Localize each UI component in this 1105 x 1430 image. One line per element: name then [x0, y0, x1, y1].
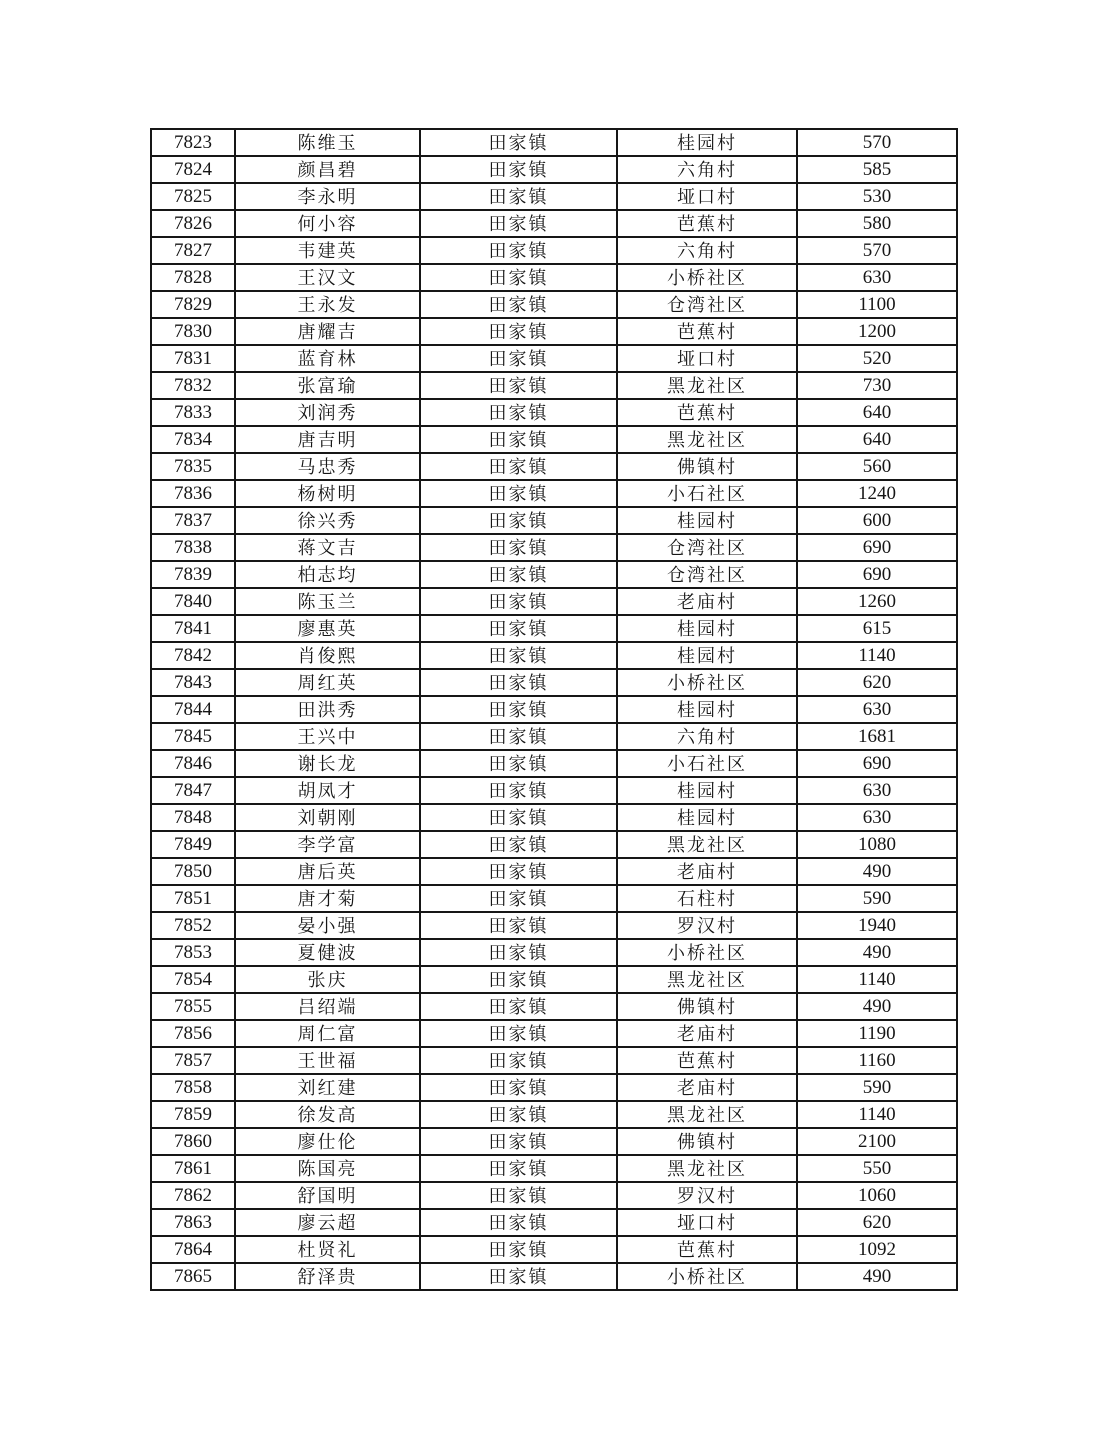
cell-town: 田家镇 [420, 237, 617, 264]
cell-name: 廖云超 [235, 1209, 420, 1236]
cell-id: 7829 [151, 291, 235, 318]
cell-town: 田家镇 [420, 1236, 617, 1263]
cell-id: 7844 [151, 696, 235, 723]
cell-village: 小桥社区 [617, 939, 797, 966]
cell-village: 老庙村 [617, 1074, 797, 1101]
cell-id: 7859 [151, 1101, 235, 1128]
cell-name: 廖仕伦 [235, 1128, 420, 1155]
cell-name: 蒋文吉 [235, 534, 420, 561]
cell-village: 芭蕉村 [617, 1236, 797, 1263]
table-row [151, 1263, 957, 1290]
cell-village: 桂园村 [617, 642, 797, 669]
cell-amount: 490 [797, 939, 957, 966]
cell-town: 田家镇 [420, 318, 617, 345]
cell-amount: 690 [797, 561, 957, 588]
table-row [151, 507, 957, 534]
cell-name: 周红英 [235, 669, 420, 696]
cell-id: 7835 [151, 453, 235, 480]
cell-village: 黑龙社区 [617, 1155, 797, 1182]
table-row [151, 669, 957, 696]
cell-name: 晏小强 [235, 912, 420, 939]
cell-amount: 620 [797, 1209, 957, 1236]
cell-amount: 600 [797, 507, 957, 534]
table-row [151, 561, 957, 588]
cell-amount: 550 [797, 1155, 957, 1182]
cell-village: 桂园村 [617, 777, 797, 804]
cell-amount: 1260 [797, 588, 957, 615]
cell-amount: 1240 [797, 480, 957, 507]
table-row [151, 966, 957, 993]
table-body [151, 129, 957, 1290]
cell-name: 王汉文 [235, 264, 420, 291]
table-row [151, 264, 957, 291]
cell-id: 7854 [151, 966, 235, 993]
cell-id: 7857 [151, 1047, 235, 1074]
cell-id: 7858 [151, 1074, 235, 1101]
cell-town: 田家镇 [420, 966, 617, 993]
cell-town: 田家镇 [420, 156, 617, 183]
cell-id: 7831 [151, 345, 235, 372]
cell-id: 7865 [151, 1263, 235, 1290]
cell-name: 马忠秀 [235, 453, 420, 480]
cell-town: 田家镇 [420, 1209, 617, 1236]
cell-id: 7826 [151, 210, 235, 237]
cell-name: 夏健波 [235, 939, 420, 966]
cell-amount: 570 [797, 237, 957, 264]
cell-town: 田家镇 [420, 453, 617, 480]
cell-village: 桂园村 [617, 804, 797, 831]
cell-name: 杨树明 [235, 480, 420, 507]
cell-amount: 630 [797, 264, 957, 291]
cell-amount: 1200 [797, 318, 957, 345]
cell-id: 7838 [151, 534, 235, 561]
cell-village: 小桥社区 [617, 669, 797, 696]
cell-id: 7862 [151, 1182, 235, 1209]
table-row [151, 129, 957, 156]
cell-id: 7825 [151, 183, 235, 210]
cell-name: 徐发高 [235, 1101, 420, 1128]
cell-name: 唐后英 [235, 858, 420, 885]
cell-town: 田家镇 [420, 561, 617, 588]
table-row [151, 777, 957, 804]
cell-amount: 490 [797, 993, 957, 1020]
cell-amount: 1060 [797, 1182, 957, 1209]
cell-village: 佛镇村 [617, 453, 797, 480]
table-row [151, 642, 957, 669]
cell-town: 田家镇 [420, 534, 617, 561]
cell-name: 韦建英 [235, 237, 420, 264]
cell-amount: 530 [797, 183, 957, 210]
table-row [151, 156, 957, 183]
cell-amount: 730 [797, 372, 957, 399]
cell-village: 桂园村 [617, 615, 797, 642]
cell-town: 田家镇 [420, 804, 617, 831]
cell-village: 黑龙社区 [617, 372, 797, 399]
cell-village: 芭蕉村 [617, 1047, 797, 1074]
data-table [150, 128, 958, 1291]
cell-name: 李学富 [235, 831, 420, 858]
cell-village: 芭蕉村 [617, 399, 797, 426]
cell-amount: 690 [797, 534, 957, 561]
cell-amount: 560 [797, 453, 957, 480]
cell-id: 7827 [151, 237, 235, 264]
cell-name: 刘朝刚 [235, 804, 420, 831]
cell-village: 桂园村 [617, 507, 797, 534]
cell-amount: 590 [797, 1074, 957, 1101]
cell-id: 7845 [151, 723, 235, 750]
cell-village: 石柱村 [617, 885, 797, 912]
table-row [151, 345, 957, 372]
table-row [151, 750, 957, 777]
table-row [151, 1128, 957, 1155]
cell-amount: 1080 [797, 831, 957, 858]
cell-id: 7842 [151, 642, 235, 669]
cell-amount: 630 [797, 777, 957, 804]
cell-name: 徐兴秀 [235, 507, 420, 534]
table-row [151, 831, 957, 858]
cell-town: 田家镇 [420, 615, 617, 642]
cell-id: 7836 [151, 480, 235, 507]
cell-name: 柏志均 [235, 561, 420, 588]
cell-id: 7834 [151, 426, 235, 453]
cell-town: 田家镇 [420, 777, 617, 804]
cell-town: 田家镇 [420, 1263, 617, 1290]
cell-id: 7849 [151, 831, 235, 858]
cell-town: 田家镇 [420, 1128, 617, 1155]
cell-amount: 1140 [797, 1101, 957, 1128]
cell-id: 7846 [151, 750, 235, 777]
cell-amount: 2100 [797, 1128, 957, 1155]
cell-name: 王兴中 [235, 723, 420, 750]
cell-village: 佛镇村 [617, 1128, 797, 1155]
table-row [151, 1101, 957, 1128]
cell-town: 田家镇 [420, 642, 617, 669]
cell-amount: 1940 [797, 912, 957, 939]
table-row [151, 885, 957, 912]
cell-village: 佛镇村 [617, 993, 797, 1020]
cell-name: 王世福 [235, 1047, 420, 1074]
cell-village: 小桥社区 [617, 264, 797, 291]
cell-village: 老庙村 [617, 588, 797, 615]
cell-id: 7864 [151, 1236, 235, 1263]
table-row [151, 939, 957, 966]
cell-name: 舒国明 [235, 1182, 420, 1209]
table-row [151, 534, 957, 561]
cell-town: 田家镇 [420, 1074, 617, 1101]
cell-name: 李永明 [235, 183, 420, 210]
cell-id: 7840 [151, 588, 235, 615]
cell-town: 田家镇 [420, 399, 617, 426]
cell-town: 田家镇 [420, 858, 617, 885]
cell-village: 桂园村 [617, 129, 797, 156]
cell-town: 田家镇 [420, 264, 617, 291]
cell-amount: 490 [797, 858, 957, 885]
cell-amount: 690 [797, 750, 957, 777]
cell-town: 田家镇 [420, 210, 617, 237]
table-row [151, 615, 957, 642]
cell-id: 7841 [151, 615, 235, 642]
cell-id: 7843 [151, 669, 235, 696]
cell-town: 田家镇 [420, 1101, 617, 1128]
cell-town: 田家镇 [420, 345, 617, 372]
table-row [151, 372, 957, 399]
cell-town: 田家镇 [420, 723, 617, 750]
cell-village: 黑龙社区 [617, 831, 797, 858]
cell-name: 肖俊熙 [235, 642, 420, 669]
cell-id: 7828 [151, 264, 235, 291]
cell-town: 田家镇 [420, 426, 617, 453]
cell-amount: 570 [797, 129, 957, 156]
table-row [151, 480, 957, 507]
cell-village: 垭口村 [617, 345, 797, 372]
cell-amount: 1092 [797, 1236, 957, 1263]
cell-village: 小石社区 [617, 750, 797, 777]
table-row [151, 426, 957, 453]
cell-id: 7833 [151, 399, 235, 426]
table-row [151, 804, 957, 831]
cell-id: 7823 [151, 129, 235, 156]
cell-id: 7839 [151, 561, 235, 588]
table-row [151, 1074, 957, 1101]
cell-town: 田家镇 [420, 291, 617, 318]
cell-amount: 615 [797, 615, 957, 642]
cell-town: 田家镇 [420, 696, 617, 723]
cell-town: 田家镇 [420, 129, 617, 156]
cell-id: 7832 [151, 372, 235, 399]
cell-amount: 1160 [797, 1047, 957, 1074]
table-row [151, 723, 957, 750]
cell-name: 何小容 [235, 210, 420, 237]
cell-village: 六角村 [617, 237, 797, 264]
cell-town: 田家镇 [420, 183, 617, 210]
cell-village: 老庙村 [617, 1020, 797, 1047]
cell-village: 小石社区 [617, 480, 797, 507]
cell-name: 颜昌碧 [235, 156, 420, 183]
cell-town: 田家镇 [420, 372, 617, 399]
cell-name: 胡凤才 [235, 777, 420, 804]
table-row [151, 1047, 957, 1074]
cell-amount: 580 [797, 210, 957, 237]
cell-village: 桂园村 [617, 696, 797, 723]
cell-village: 罗汉村 [617, 1182, 797, 1209]
table-row [151, 993, 957, 1020]
cell-amount: 640 [797, 399, 957, 426]
cell-name: 吕绍端 [235, 993, 420, 1020]
cell-amount: 620 [797, 669, 957, 696]
cell-town: 田家镇 [420, 480, 617, 507]
cell-amount: 630 [797, 804, 957, 831]
cell-id: 7863 [151, 1209, 235, 1236]
cell-name: 陈维玉 [235, 129, 420, 156]
cell-town: 田家镇 [420, 507, 617, 534]
cell-town: 田家镇 [420, 885, 617, 912]
cell-village: 垭口村 [617, 183, 797, 210]
table-row [151, 210, 957, 237]
cell-village: 小桥社区 [617, 1263, 797, 1290]
cell-id: 7861 [151, 1155, 235, 1182]
table-row [151, 453, 957, 480]
cell-town: 田家镇 [420, 993, 617, 1020]
cell-town: 田家镇 [420, 831, 617, 858]
cell-amount: 630 [797, 696, 957, 723]
table-row [151, 291, 957, 318]
cell-town: 田家镇 [420, 588, 617, 615]
cell-id: 7850 [151, 858, 235, 885]
cell-name: 刘润秀 [235, 399, 420, 426]
cell-amount: 1681 [797, 723, 957, 750]
cell-village: 芭蕉村 [617, 318, 797, 345]
cell-id: 7830 [151, 318, 235, 345]
cell-village: 仓湾社区 [617, 534, 797, 561]
cell-amount: 1140 [797, 642, 957, 669]
cell-amount: 1190 [797, 1020, 957, 1047]
cell-town: 田家镇 [420, 1047, 617, 1074]
table-row [151, 1209, 957, 1236]
cell-amount: 640 [797, 426, 957, 453]
cell-name: 陈国亮 [235, 1155, 420, 1182]
cell-village: 六角村 [617, 723, 797, 750]
cell-id: 7860 [151, 1128, 235, 1155]
cell-town: 田家镇 [420, 939, 617, 966]
cell-village: 仓湾社区 [617, 291, 797, 318]
table-row [151, 696, 957, 723]
cell-id: 7837 [151, 507, 235, 534]
cell-town: 田家镇 [420, 669, 617, 696]
cell-village: 黑龙社区 [617, 966, 797, 993]
cell-amount: 585 [797, 156, 957, 183]
cell-town: 田家镇 [420, 1182, 617, 1209]
table-row [151, 1182, 957, 1209]
cell-name: 刘红建 [235, 1074, 420, 1101]
cell-amount: 520 [797, 345, 957, 372]
table-row [151, 1236, 957, 1263]
cell-town: 田家镇 [420, 912, 617, 939]
table-row [151, 1020, 957, 1047]
table-row [151, 1155, 957, 1182]
cell-town: 田家镇 [420, 750, 617, 777]
table-row [151, 912, 957, 939]
cell-name: 廖惠英 [235, 615, 420, 642]
cell-name: 周仁富 [235, 1020, 420, 1047]
cell-name: 唐耀吉 [235, 318, 420, 345]
cell-id: 7847 [151, 777, 235, 804]
cell-id: 7853 [151, 939, 235, 966]
cell-name: 唐才菊 [235, 885, 420, 912]
cell-name: 谢长龙 [235, 750, 420, 777]
cell-name: 田洪秀 [235, 696, 420, 723]
cell-name: 杜贤礼 [235, 1236, 420, 1263]
cell-id: 7856 [151, 1020, 235, 1047]
table-row [151, 588, 957, 615]
table-row [151, 318, 957, 345]
cell-name: 张庆 [235, 966, 420, 993]
table-row [151, 399, 957, 426]
cell-village: 仓湾社区 [617, 561, 797, 588]
table-row [151, 858, 957, 885]
cell-village: 黑龙社区 [617, 426, 797, 453]
cell-id: 7848 [151, 804, 235, 831]
cell-name: 张富瑜 [235, 372, 420, 399]
cell-village: 芭蕉村 [617, 210, 797, 237]
table-row [151, 183, 957, 210]
cell-amount: 590 [797, 885, 957, 912]
cell-name: 王永发 [235, 291, 420, 318]
cell-amount: 490 [797, 1263, 957, 1290]
cell-amount: 1100 [797, 291, 957, 318]
cell-id: 7824 [151, 156, 235, 183]
cell-village: 罗汉村 [617, 912, 797, 939]
table-row [151, 237, 957, 264]
cell-id: 7851 [151, 885, 235, 912]
cell-name: 陈玉兰 [235, 588, 420, 615]
cell-name: 唐吉明 [235, 426, 420, 453]
cell-town: 田家镇 [420, 1020, 617, 1047]
cell-name: 舒泽贵 [235, 1263, 420, 1290]
cell-id: 7852 [151, 912, 235, 939]
cell-town: 田家镇 [420, 1155, 617, 1182]
cell-village: 六角村 [617, 156, 797, 183]
cell-id: 7855 [151, 993, 235, 1020]
cell-village: 老庙村 [617, 858, 797, 885]
cell-village: 黑龙社区 [617, 1101, 797, 1128]
cell-village: 垭口村 [617, 1209, 797, 1236]
cell-name: 蓝育林 [235, 345, 420, 372]
cell-amount: 1140 [797, 966, 957, 993]
